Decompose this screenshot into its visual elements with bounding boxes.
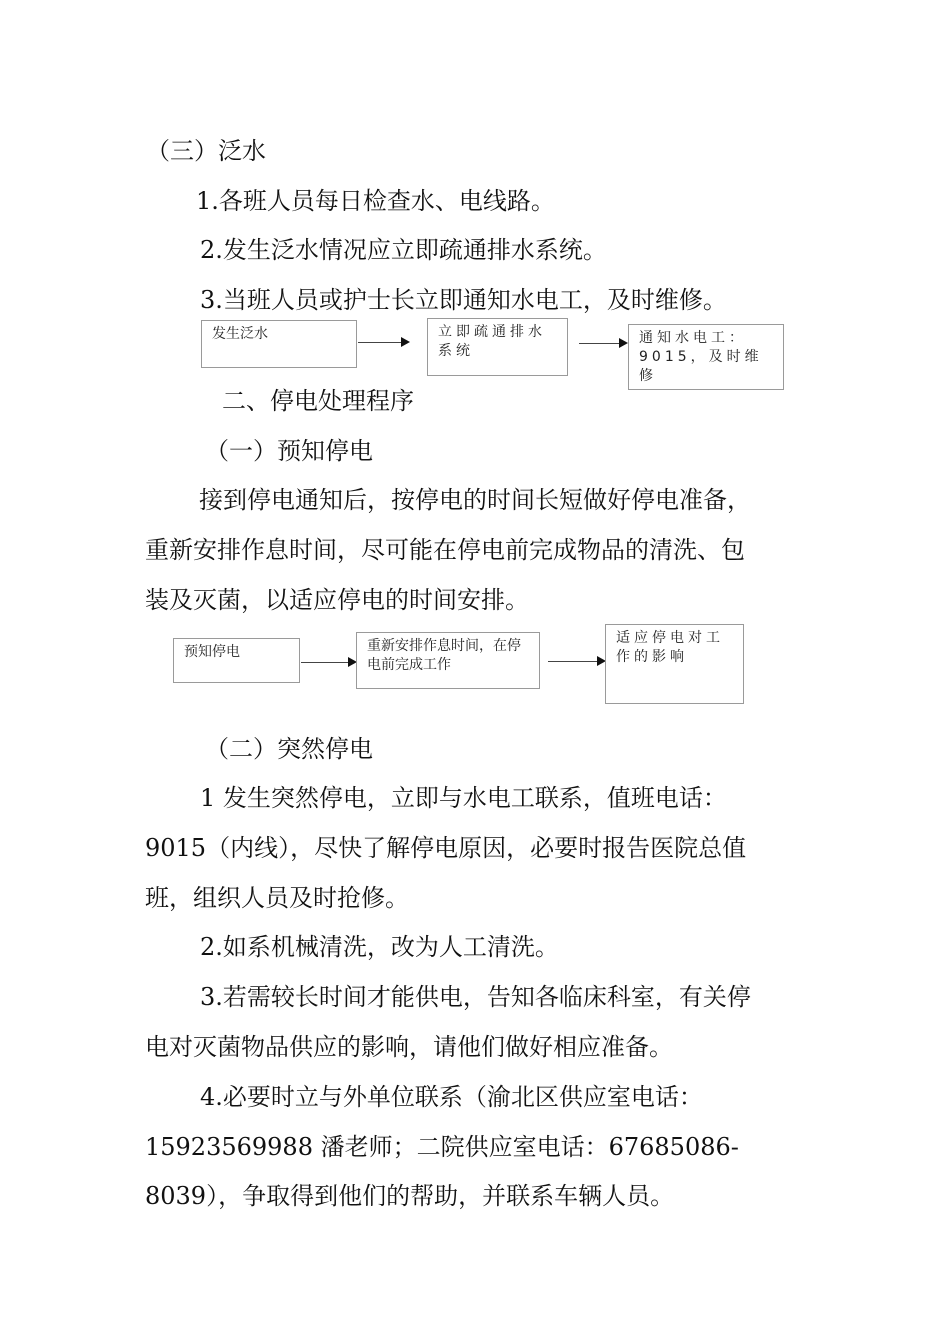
sudden-line-8: 15923569988 潘老师；二院供应室电话：67685086-	[145, 1133, 739, 1161]
flow-box-flood-occurs: 发生泛水	[201, 320, 357, 368]
sudden-line-6: 电对灭菌物品供应的影响，请他们做好相应准备。	[145, 1033, 673, 1061]
sudden-line-2: 9015（内线），尽快了解停电原因，必要时报告医院总值	[145, 834, 747, 862]
flow-box-reschedule: 重新安排作息时间，在停电前完成工作	[356, 632, 540, 689]
flood-heading: （三）泛水	[146, 137, 266, 165]
sudden-line-9: 8039），争取得到他们的帮助，并联系车辆人员。	[145, 1182, 675, 1210]
flow-arrow	[301, 662, 355, 663]
sudden-line-3: 班，组织人员及时抢修。	[145, 884, 409, 912]
flow-arrow	[548, 661, 604, 662]
planned-para-3: 装及灭菌，以适应停电的时间安排。	[145, 586, 529, 614]
power-heading: 二、停电处理程序	[222, 387, 414, 415]
flow-box-notify: 通知水电工：9015，及时维修	[628, 324, 784, 390]
planned-para-1: 接到停电通知后，按停电的时间长短做好停电准备，	[199, 486, 751, 514]
flow-arrow	[579, 343, 626, 344]
sudden-line-1: 1 发生突然停电，立即与水电工联系，值班电话：	[200, 784, 727, 812]
flow-box-planned-outage: 预知停电	[173, 638, 300, 683]
sudden-line-7: 4.必要时立与外单位联系（渝北区供应室电话：	[200, 1083, 703, 1111]
planned-para-2: 重新安排作息时间，尽可能在停电前完成物品的清洗、包	[145, 536, 745, 564]
flow-box-drain: 立即疏通排水系统	[427, 318, 568, 376]
sudden-line-4: 2.如系机械清洗，改为人工清洗。	[200, 933, 559, 961]
flood-item-1: 1.各班人员每日检查水、电线路。	[196, 187, 555, 215]
flow-box-adapt: 适应停电对工作的影响	[605, 624, 744, 704]
flood-item-2: 2.发生泛水情况应立即疏通排水系统。	[200, 236, 607, 264]
sudden-heading: （二）突然停电	[205, 735, 373, 763]
flood-item-3: 3.当班人员或护士长立即通知水电工，及时维修。	[200, 286, 727, 314]
sudden-line-5: 3.若需较长时间才能供电，告知各临床科室，有关停	[200, 983, 751, 1011]
flow-arrow	[358, 342, 408, 343]
planned-heading: （一）预知停电	[205, 437, 373, 465]
